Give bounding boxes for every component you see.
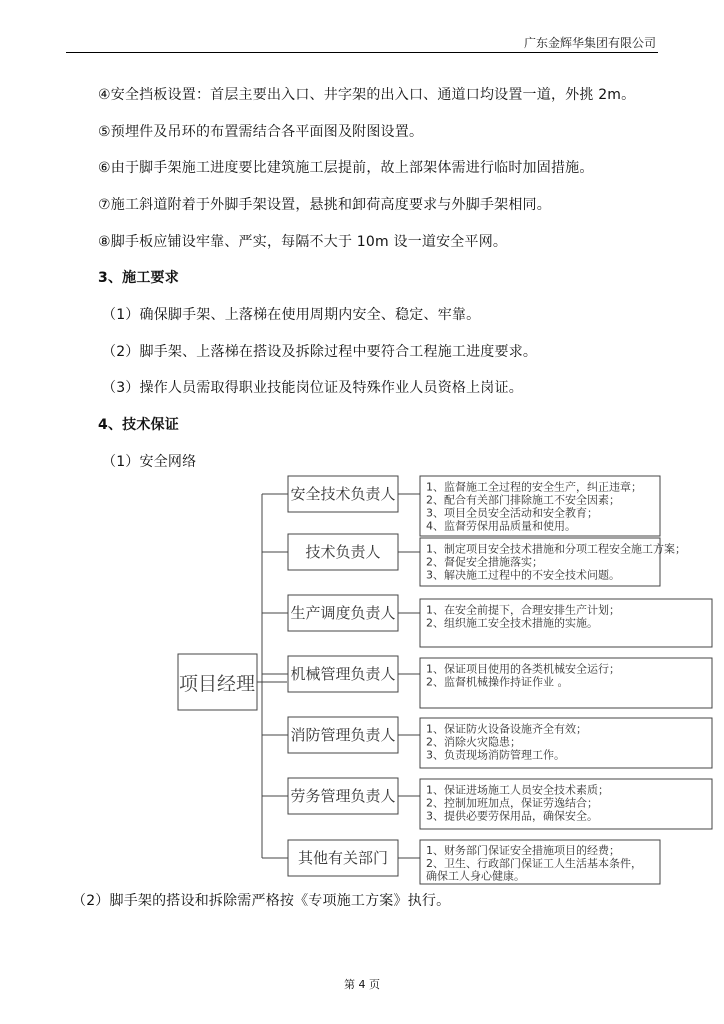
item-8: ⑧脚手板应铺设牢靠、严实，每隔不大于 10m 设一道安全平网。: [98, 234, 508, 250]
role-label: 消防管理负责人: [290, 726, 396, 744]
duty-item: 3、提供必要劳保用品，确保安全。: [426, 809, 598, 823]
duty-item: 1、制定项目安全技术措施和分项工程安全施工方案；: [426, 542, 686, 556]
duty-item: 2、消除火灾隐患；: [426, 735, 521, 749]
item-7: ⑦施工斜道附着于外脚手架设置，悬挑和卸荷高度要求与外脚手架相同。: [98, 197, 551, 213]
duty-item: 2、卫生、行政部门保证工人生活基本条件，: [426, 856, 642, 870]
item-4: ④安全挡板设置：首层主要出入口、井字架的出入口、通道口均设置一道，外挑 2m。: [98, 87, 636, 103]
duty-item: 3、解决施工过程中的不安全技术问题。: [426, 568, 620, 582]
role-label: 技术负责人: [305, 543, 381, 561]
role-label: 机械管理负责人: [290, 665, 396, 683]
safety-network-label: （1）安全网络: [102, 454, 197, 470]
note-2: （2）脚手架的搭设和拆除需严格按《专项施工方案》执行。: [72, 893, 451, 909]
page-number: 第 4 页: [344, 978, 380, 991]
role-label: 劳务管理负责人: [290, 787, 396, 805]
header-company: 广东金辉华集团有限公司: [523, 36, 656, 50]
root-label: 项目经理: [178, 673, 256, 695]
duty-item: 1、保证进场施工人员安全技术素质；: [426, 783, 609, 797]
section-4-title: 4、技术保证: [98, 417, 179, 433]
role-label: 其他有关部门: [297, 849, 389, 867]
duty-item: 1、保证防火设备设施齐全有效；: [426, 722, 587, 736]
role-label: 生产调度负责人: [290, 604, 396, 622]
duty-item: 确保工人身心健康。: [426, 869, 525, 883]
req-2: （2）脚手架、上落梯在搭设及拆除过程中要符合工程施工进度要求。: [102, 344, 538, 360]
duty-item: 3、负责现场消防管理工作。: [426, 748, 565, 762]
role-label: 安全技术负责人: [290, 485, 396, 503]
duty-item: 2、监督机械操作持证作业 。: [426, 675, 569, 689]
duty-item: 1、财务部门保证安全措施项目的经费；: [426, 844, 620, 858]
duty-item: 2、控制加班加点，保证劳逸结合；: [426, 796, 598, 810]
duty-item: 3、项目全员安全活动和安全教育；: [426, 506, 598, 520]
section-3-title: 3、施工要求: [98, 270, 179, 286]
duty-item: 1、监督施工全过程的安全生产，纠正违章；: [426, 480, 642, 494]
req-1: （1）确保脚手架、上落梯在使用周期内安全、稳定、牢靠。: [102, 307, 481, 323]
duty-item: 1、保证项目使用的各类机械安全运行；: [426, 662, 620, 676]
item-5: ⑤预埋件及吊环的布置需结合各平面图及附图设置。: [98, 124, 424, 140]
duty-item: 2、配合有关部门排除施工不安全因素；: [426, 493, 620, 507]
duty-item: 1、在安全前提下，合理安排生产计划；: [426, 603, 620, 617]
duty-item: 2、督促安全措施落实；: [426, 555, 543, 569]
req-3: （3）操作人员需取得职业技能岗位证及特殊作业人员资格上岗证。: [102, 380, 523, 396]
duty-item: 2、组织施工安全技术措施的实施。: [426, 616, 598, 630]
item-6: ⑥由于脚手架施工进度要比建筑施工层提前，故上部架体需进行临时加固措施。: [98, 160, 594, 176]
duty-item: 4、监督劳保用品质量和使用。: [426, 519, 576, 533]
